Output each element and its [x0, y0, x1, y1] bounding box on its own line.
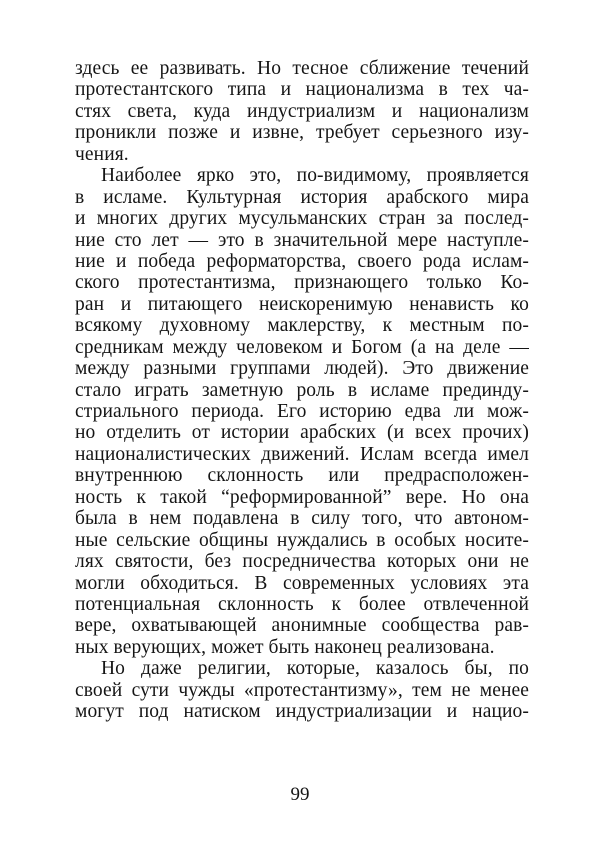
text-line: ных верующих, может быть наконец реализована. — [75, 636, 495, 658]
page-body — [75, 58, 529, 723]
text-line: ние сто лет — это в значительной мере наступле- — [75, 229, 529, 251]
page-number: 99 — [290, 784, 310, 805]
text-line: ность к такой “реформированной” вере. Но она — [75, 486, 529, 508]
text-line: здесь ее развивать. Но тесное сближение течений — [75, 58, 529, 79]
text-line: и многих других мусульманских стран за послед- — [75, 208, 529, 230]
text-line: стало играть заметную роль в исламе прединду- — [75, 379, 529, 401]
text-line: лях святости, без посредничества которых они не — [75, 551, 529, 573]
text-line: вере, охватывающей анонимные сообщества рав- — [75, 615, 529, 637]
text-line: потенциальная склонность к более отвлеченной — [75, 593, 529, 615]
text-line: была в нем подавлена в силу того, что автоном- — [75, 508, 529, 530]
text-line: ные сельские общины нуждались в особых носите- — [75, 529, 529, 551]
text-line: между разными группами людей). Это движение — [75, 358, 529, 380]
text-line: стях света, куда индустриализм и национализм — [75, 100, 529, 122]
text-line: Наиболее ярко это, по-видимому, проявляется — [101, 165, 529, 187]
text-line: своей сути чужды «протестантизму», тем не менее — [75, 679, 529, 701]
text-line: могут под натиском индустриализации и нацио- — [75, 701, 529, 723]
text-line: стриального периода. Его историю едва ли мож- — [75, 401, 529, 422]
text-line: но отделить от истории арабских (и всех прочих) — [75, 422, 529, 444]
text-line: Но даже религии, которые, казалось бы, по — [101, 658, 529, 680]
text-line: ние и победа реформаторства, своего рода ислам- — [75, 250, 529, 272]
text-line: средникам между человеком и Богом (а на деле — — [75, 336, 529, 358]
text-line: ран и питающего неискоренимую ненависть ко — [75, 293, 529, 315]
text-line: проникли позже и извне, требует серьезного изу- — [75, 122, 529, 144]
text-line: протестантского типа и национализма в тех ча- — [75, 79, 529, 101]
text-line: в исламе. Культурная история арабского мира — [75, 186, 529, 208]
text-line: могли обходиться. В современных условиях эта — [75, 572, 529, 594]
text-line: внутреннюю склонность или предрасположен- — [75, 465, 529, 487]
text-line: националистических движений. Ислам всегда имел — [75, 443, 529, 465]
text-line: всякому духовному маклерству, к местным по- — [75, 315, 529, 337]
text-line: ского протестантизма, признающего только Ко- — [75, 272, 529, 294]
text-line: чения. — [75, 143, 129, 165]
